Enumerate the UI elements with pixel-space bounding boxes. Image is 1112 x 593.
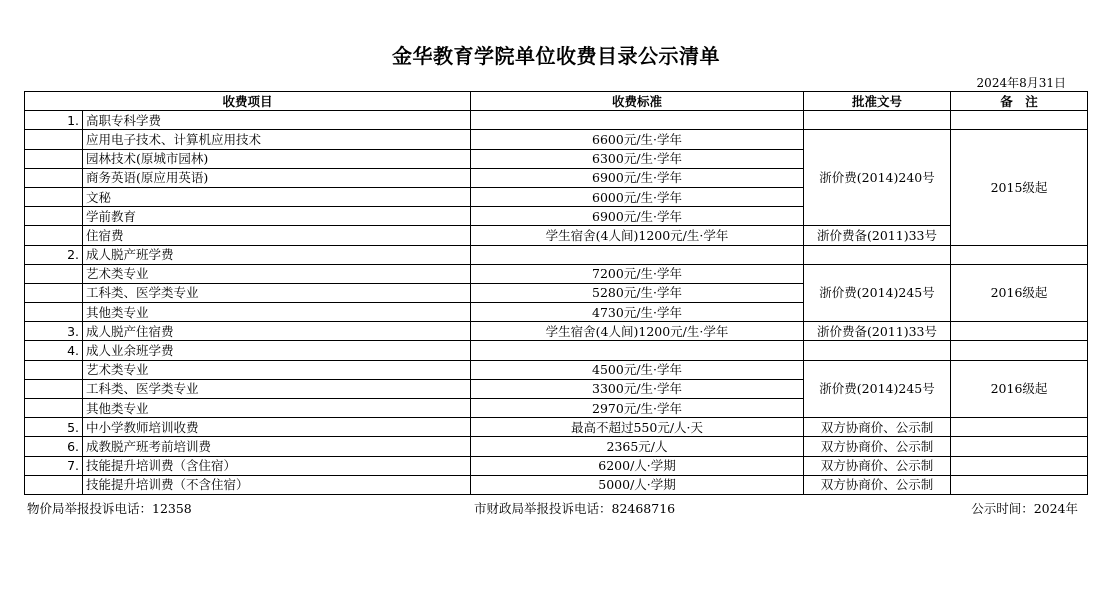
row-standard: 6200/人·学期 — [471, 456, 804, 475]
fee-table — [24, 91, 1088, 495]
header-note: 备 注 — [951, 92, 1088, 111]
row-item: 住宿费 — [83, 226, 471, 245]
row-number — [25, 130, 83, 149]
row-note — [951, 245, 1088, 264]
header-standard: 收费标准 — [471, 92, 804, 111]
row-note — [951, 437, 1088, 456]
table-row — [25, 475, 1088, 494]
group-note: 2016级起 — [951, 360, 1088, 418]
row-number — [25, 399, 83, 418]
publish-time: 公示时间：2024年 — [971, 501, 1078, 516]
row-number — [25, 207, 83, 226]
row-standard: 3300元/生·学年 — [471, 379, 804, 398]
row-standard: 2365元/人 — [471, 437, 804, 456]
group-note: 2016级起 — [951, 264, 1088, 322]
row-standard: 6300元/生·学年 — [471, 149, 804, 168]
row-note — [951, 341, 1088, 360]
row-item: 中小学教师培训收费 — [83, 418, 471, 437]
row-note — [951, 475, 1088, 494]
row-number — [25, 303, 83, 322]
row-item: 技能提升培训费（含住宿） — [83, 456, 471, 475]
row-document: 双方协商价、公示制 — [804, 456, 951, 475]
row-standard: 2970元/生·学年 — [471, 399, 804, 418]
row-item: 成人脱产班学费 — [83, 245, 471, 264]
row-standard — [471, 111, 804, 130]
row-standard — [471, 245, 804, 264]
table-row — [25, 341, 1088, 360]
row-note — [951, 322, 1088, 341]
row-number: 1. — [25, 111, 83, 130]
row-item: 应用电子技术、计算机应用技术 — [83, 130, 471, 149]
row-item: 成教脱产班考前培训费 — [83, 437, 471, 456]
row-standard: 5000/人·学期 — [471, 475, 804, 494]
row-note — [951, 456, 1088, 475]
group-document: 浙价费(2014)240号 — [804, 130, 951, 226]
group-document: 浙价费(2014)245号 — [804, 264, 951, 322]
row-document: 浙价费备(2011)33号 — [804, 322, 951, 341]
row-number: 3. — [25, 322, 83, 341]
table-row — [25, 418, 1088, 437]
row-standard: 6900元/生·学年 — [471, 168, 804, 187]
row-document: 浙价费备(2011)33号 — [804, 226, 951, 245]
table-row — [25, 245, 1088, 264]
group-document: 浙价费(2014)245号 — [804, 360, 951, 418]
header-item: 收费项目 — [25, 92, 471, 111]
finance-bureau-hotline: 市财政局举报投诉电话：82468716 — [474, 501, 676, 516]
row-standard: 7200元/生·学年 — [471, 264, 804, 283]
row-item: 其他类专业 — [83, 399, 471, 418]
row-item: 高职专科学费 — [83, 111, 471, 130]
group-note: 2015级起 — [951, 130, 1088, 245]
table-row — [25, 130, 1088, 149]
row-item: 工科类、医学类专业 — [83, 283, 471, 302]
row-number — [25, 475, 83, 494]
row-document: 双方协商价、公示制 — [804, 475, 951, 494]
table-row — [25, 322, 1088, 341]
row-number: 4. — [25, 341, 83, 360]
row-number — [25, 264, 83, 283]
row-standard — [471, 341, 804, 360]
row-document: 双方协商价、公示制 — [804, 437, 951, 456]
table-row — [25, 111, 1088, 130]
page-title: 金华教育学院单位收费目录公示清单 — [392, 44, 720, 68]
row-standard: 6000元/生·学年 — [471, 187, 804, 206]
row-item: 艺术类专业 — [83, 264, 471, 283]
row-number: 5. — [25, 418, 83, 437]
row-number — [25, 168, 83, 187]
row-item: 艺术类专业 — [83, 360, 471, 379]
row-item: 技能提升培训费（不含住宿） — [83, 475, 471, 494]
row-number — [25, 226, 83, 245]
row-number: 2. — [25, 245, 83, 264]
row-standard: 学生宿舍(4人间)1200元/生·学年 — [471, 226, 804, 245]
row-number — [25, 187, 83, 206]
row-document: 双方协商价、公示制 — [804, 418, 951, 437]
row-standard: 4500元/生·学年 — [471, 360, 804, 379]
row-number: 7. — [25, 456, 83, 475]
row-number — [25, 283, 83, 302]
row-number: 6. — [25, 437, 83, 456]
document-date: 2024年8月31日 — [976, 76, 1066, 90]
row-note — [951, 111, 1088, 130]
row-standard: 6600元/生·学年 — [471, 130, 804, 149]
row-standard: 6900元/生·学年 — [471, 207, 804, 226]
row-document — [804, 111, 951, 130]
row-item: 商务英语(原应用英语) — [83, 168, 471, 187]
row-item: 其他类专业 — [83, 303, 471, 322]
header-document: 批准文号 — [804, 92, 951, 111]
table-row — [25, 226, 1088, 245]
row-standard: 最高不超过550元/人·天 — [471, 418, 804, 437]
row-item: 学前教育 — [83, 207, 471, 226]
table-row — [25, 360, 1088, 379]
row-standard: 4730元/生·学年 — [471, 303, 804, 322]
row-item: 文秘 — [83, 187, 471, 206]
row-item: 园林技术(原城市园林) — [83, 149, 471, 168]
price-bureau-hotline: 物价局举报投诉电话：12358 — [27, 501, 192, 516]
row-number — [25, 149, 83, 168]
row-document — [804, 341, 951, 360]
row-item: 工科类、医学类专业 — [83, 379, 471, 398]
table-header-row — [25, 92, 1088, 111]
row-number — [25, 360, 83, 379]
row-item: 成人业余班学费 — [83, 341, 471, 360]
table-row — [25, 437, 1088, 456]
row-number — [25, 379, 83, 398]
table-row — [25, 264, 1088, 283]
table-row — [25, 456, 1088, 475]
row-note — [951, 418, 1088, 437]
row-standard: 5280元/生·学年 — [471, 283, 804, 302]
row-standard: 学生宿舍(4人间)1200元/生·学年 — [471, 322, 804, 341]
row-document — [804, 245, 951, 264]
row-item: 成人脱产住宿费 — [83, 322, 471, 341]
